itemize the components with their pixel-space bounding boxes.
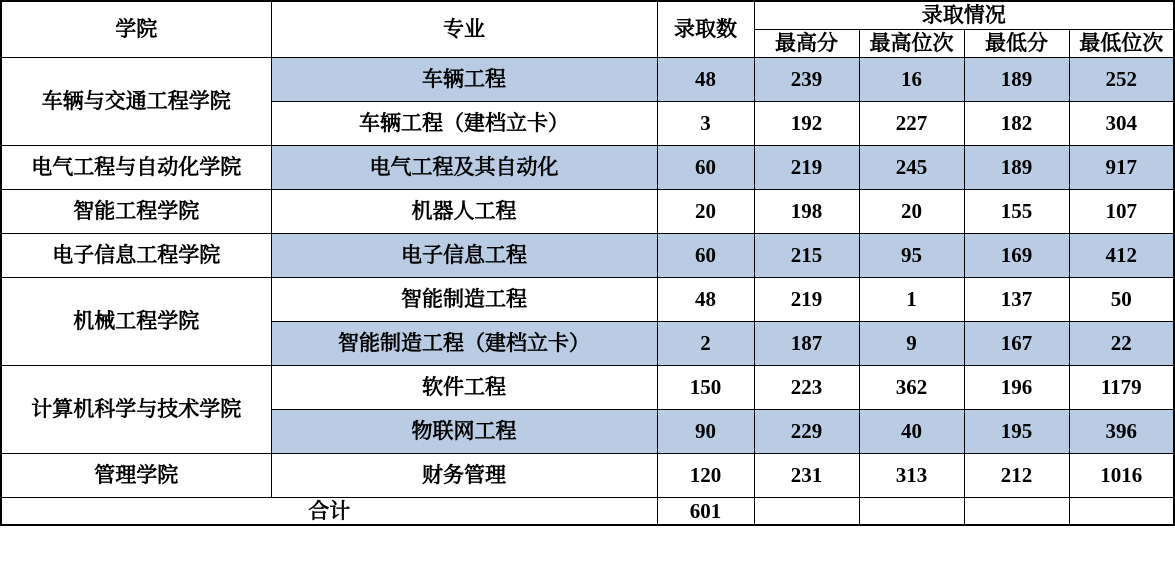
cell-highest-rank: 40	[859, 410, 964, 454]
cell-lowest-score: 196	[964, 366, 1069, 410]
cell-highest-rank: 95	[859, 234, 964, 278]
cell-lowest-score: 182	[964, 102, 1069, 146]
cell-lowest-rank: 412	[1069, 234, 1174, 278]
table-row	[1, 146, 1174, 190]
cell-lowest-score: 189	[964, 58, 1069, 102]
table-head	[1, 1, 1174, 58]
cell-lowest-rank: 304	[1069, 102, 1174, 146]
total-highest-score	[754, 498, 859, 526]
table-row	[1, 234, 1174, 278]
cell-major: 电气工程及其自动化	[271, 146, 657, 190]
cell-lowest-rank: 107	[1069, 190, 1174, 234]
cell-count: 2	[657, 322, 754, 366]
cell-count: 120	[657, 454, 754, 498]
cell-highest-score: 187	[754, 322, 859, 366]
cell-lowest-score: 195	[964, 410, 1069, 454]
cell-highest-score: 198	[754, 190, 859, 234]
total-highest-rank	[859, 498, 964, 526]
cell-college: 电气工程与自动化学院	[1, 146, 271, 190]
cell-lowest-rank: 917	[1069, 146, 1174, 190]
header-major: 专业	[271, 1, 657, 58]
cell-highest-score: 239	[754, 58, 859, 102]
cell-major: 软件工程	[271, 366, 657, 410]
total-lowest-score	[964, 498, 1069, 526]
table-body	[1, 58, 1174, 498]
table-row	[1, 190, 1174, 234]
cell-major: 车辆工程	[271, 58, 657, 102]
cell-lowest-rank: 50	[1069, 278, 1174, 322]
cell-lowest-rank: 252	[1069, 58, 1174, 102]
cell-college: 电子信息工程学院	[1, 234, 271, 278]
table-row	[1, 366, 1174, 410]
total-count: 601	[657, 498, 754, 526]
table-row	[1, 278, 1174, 322]
cell-lowest-score: 212	[964, 454, 1069, 498]
header-highest-rank: 最高位次	[859, 30, 964, 58]
cell-highest-rank: 20	[859, 190, 964, 234]
table-row	[1, 58, 1174, 102]
cell-college: 智能工程学院	[1, 190, 271, 234]
cell-college: 管理学院	[1, 454, 271, 498]
cell-highest-score: 219	[754, 278, 859, 322]
cell-lowest-score: 167	[964, 322, 1069, 366]
cell-major: 财务管理	[271, 454, 657, 498]
cell-lowest-score: 155	[964, 190, 1069, 234]
cell-highest-score: 223	[754, 366, 859, 410]
header-lowest-score: 最低分	[964, 30, 1069, 58]
total-row	[1, 498, 1174, 526]
cell-college: 计算机科学与技术学院	[1, 366, 271, 454]
cell-lowest-score: 169	[964, 234, 1069, 278]
total-label: 合计	[1, 498, 657, 526]
cell-college: 车辆与交通工程学院	[1, 58, 271, 146]
cell-highest-score: 215	[754, 234, 859, 278]
header-college: 学院	[1, 1, 271, 58]
cell-count: 60	[657, 234, 754, 278]
cell-major: 智能制造工程（建档立卡）	[271, 322, 657, 366]
cell-major: 电子信息工程	[271, 234, 657, 278]
table-foot	[1, 498, 1174, 526]
cell-count: 90	[657, 410, 754, 454]
cell-highest-rank: 313	[859, 454, 964, 498]
cell-major: 物联网工程	[271, 410, 657, 454]
cell-count: 20	[657, 190, 754, 234]
cell-count: 3	[657, 102, 754, 146]
header-row-top	[1, 1, 1174, 30]
cell-lowest-rank: 1016	[1069, 454, 1174, 498]
cell-major: 智能制造工程	[271, 278, 657, 322]
cell-highest-score: 219	[754, 146, 859, 190]
cell-highest-score: 229	[754, 410, 859, 454]
header-highest-score: 最高分	[754, 30, 859, 58]
cell-highest-rank: 227	[859, 102, 964, 146]
total-lowest-rank	[1069, 498, 1174, 526]
cell-count: 48	[657, 278, 754, 322]
cell-lowest-score: 189	[964, 146, 1069, 190]
header-group-admission: 录取情况	[754, 1, 1174, 30]
cell-lowest-score: 137	[964, 278, 1069, 322]
cell-count: 60	[657, 146, 754, 190]
cell-major: 机器人工程	[271, 190, 657, 234]
cell-count: 150	[657, 366, 754, 410]
cell-highest-rank: 362	[859, 366, 964, 410]
table-row	[1, 454, 1174, 498]
cell-highest-score: 192	[754, 102, 859, 146]
cell-highest-rank: 9	[859, 322, 964, 366]
header-lowest-rank: 最低位次	[1069, 30, 1174, 58]
cell-lowest-rank: 1179	[1069, 366, 1174, 410]
cell-college: 机械工程学院	[1, 278, 271, 366]
cell-highest-rank: 16	[859, 58, 964, 102]
cell-lowest-rank: 22	[1069, 322, 1174, 366]
cell-highest-score: 231	[754, 454, 859, 498]
cell-count: 48	[657, 58, 754, 102]
cell-highest-rank: 1	[859, 278, 964, 322]
cell-highest-rank: 245	[859, 146, 964, 190]
cell-major: 车辆工程（建档立卡）	[271, 102, 657, 146]
header-count: 录取数	[657, 1, 754, 58]
cell-lowest-rank: 396	[1069, 410, 1174, 454]
